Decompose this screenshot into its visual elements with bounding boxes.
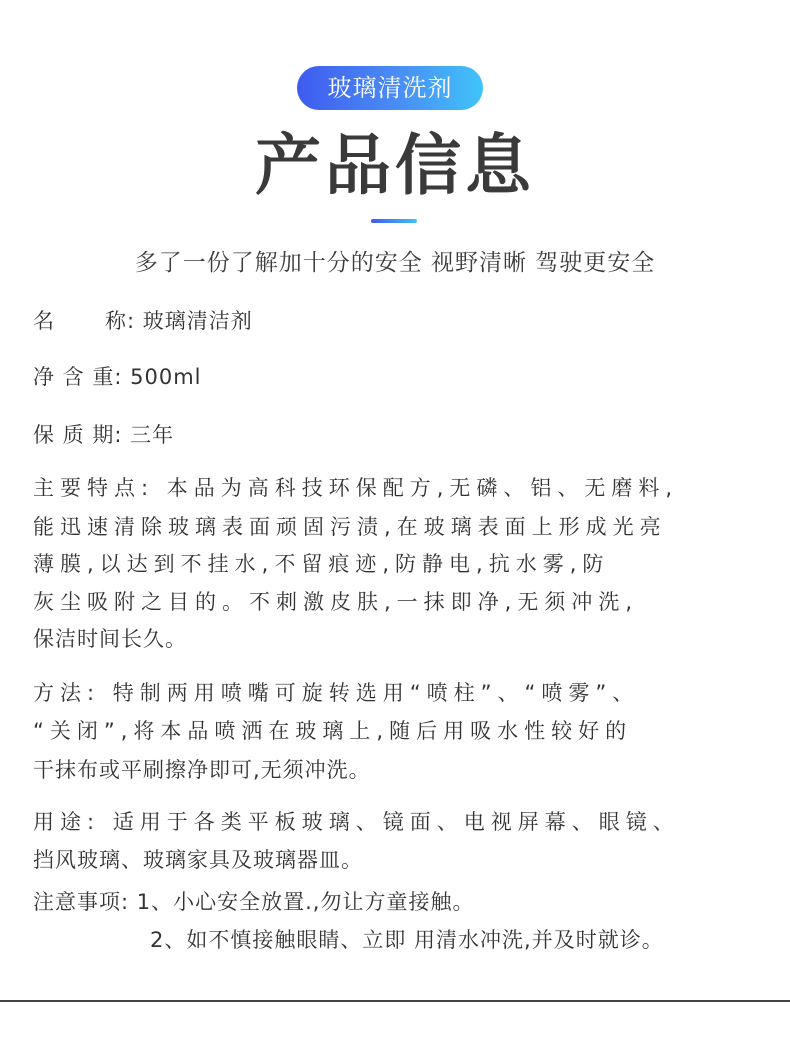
bottom-divider [0,1000,790,1002]
page-subtitle: 多了一份了解加十分的安全 视野清晰 驾驶更安全 [134,250,656,276]
method-line-3: 干抹布或平刷擦净即可,无须冲洗。 [33,758,371,782]
shelf-life-label: 保 质 期: [33,423,123,447]
name-label-part2: 称: [105,309,136,333]
product-badge: 玻璃清洗剂 [297,66,483,110]
features-line-4: 灰尘吸附之目的。不刺激皮肤,一抹即净,无须冲洗, [33,590,639,614]
notes-line-1: 注意事项: 1、小心安全放置.,勿让方童接触。 [33,890,475,914]
notes-line-2: 2、如不慎接触眼睛、立即 用清水冲洗,并及时就诊。 [150,928,664,952]
usage-line-1: 用途: 适用于各类平板玻璃、镜面、电视屏幕、眼镜、 [33,810,680,834]
net-weight-label: 净 含 重: [33,365,123,389]
title-underline [371,219,417,223]
field-shelf-life [33,420,174,450]
method-line-2: “关闭”,将本品喷洒在玻璃上,随后用吸水性较好的 [33,719,633,743]
name-value: 玻璃清洁剂 [142,309,253,333]
name-label-part1: 名 [33,309,55,333]
net-weight-value: 500ml [130,365,202,389]
method-line-1: 方法: 特制两用喷嘴可旋转选用“喷柱”、“喷雾”、 [33,681,640,705]
usage-line-2: 挡风玻璃、玻璃家具及玻璃器皿。 [33,848,363,872]
features-line-3: 薄膜,以达到不挂水,不留痕迹,防静电,抗水雾,防 [33,552,610,576]
features-line-5: 保洁时间长久。 [33,627,187,651]
features-line-2: 能迅速清除玻璃表面顽固污渍,在玻璃表面上形成光亮 [33,515,667,539]
features-line-1: 主要特点: 本品为高科技环保配方,无磷、铝、无磨料, [33,476,679,500]
page-title: 产品信息 [255,127,535,204]
shelf-life-value: 三年 [130,423,175,447]
field-name [33,306,253,336]
field-net-weight [33,362,202,392]
